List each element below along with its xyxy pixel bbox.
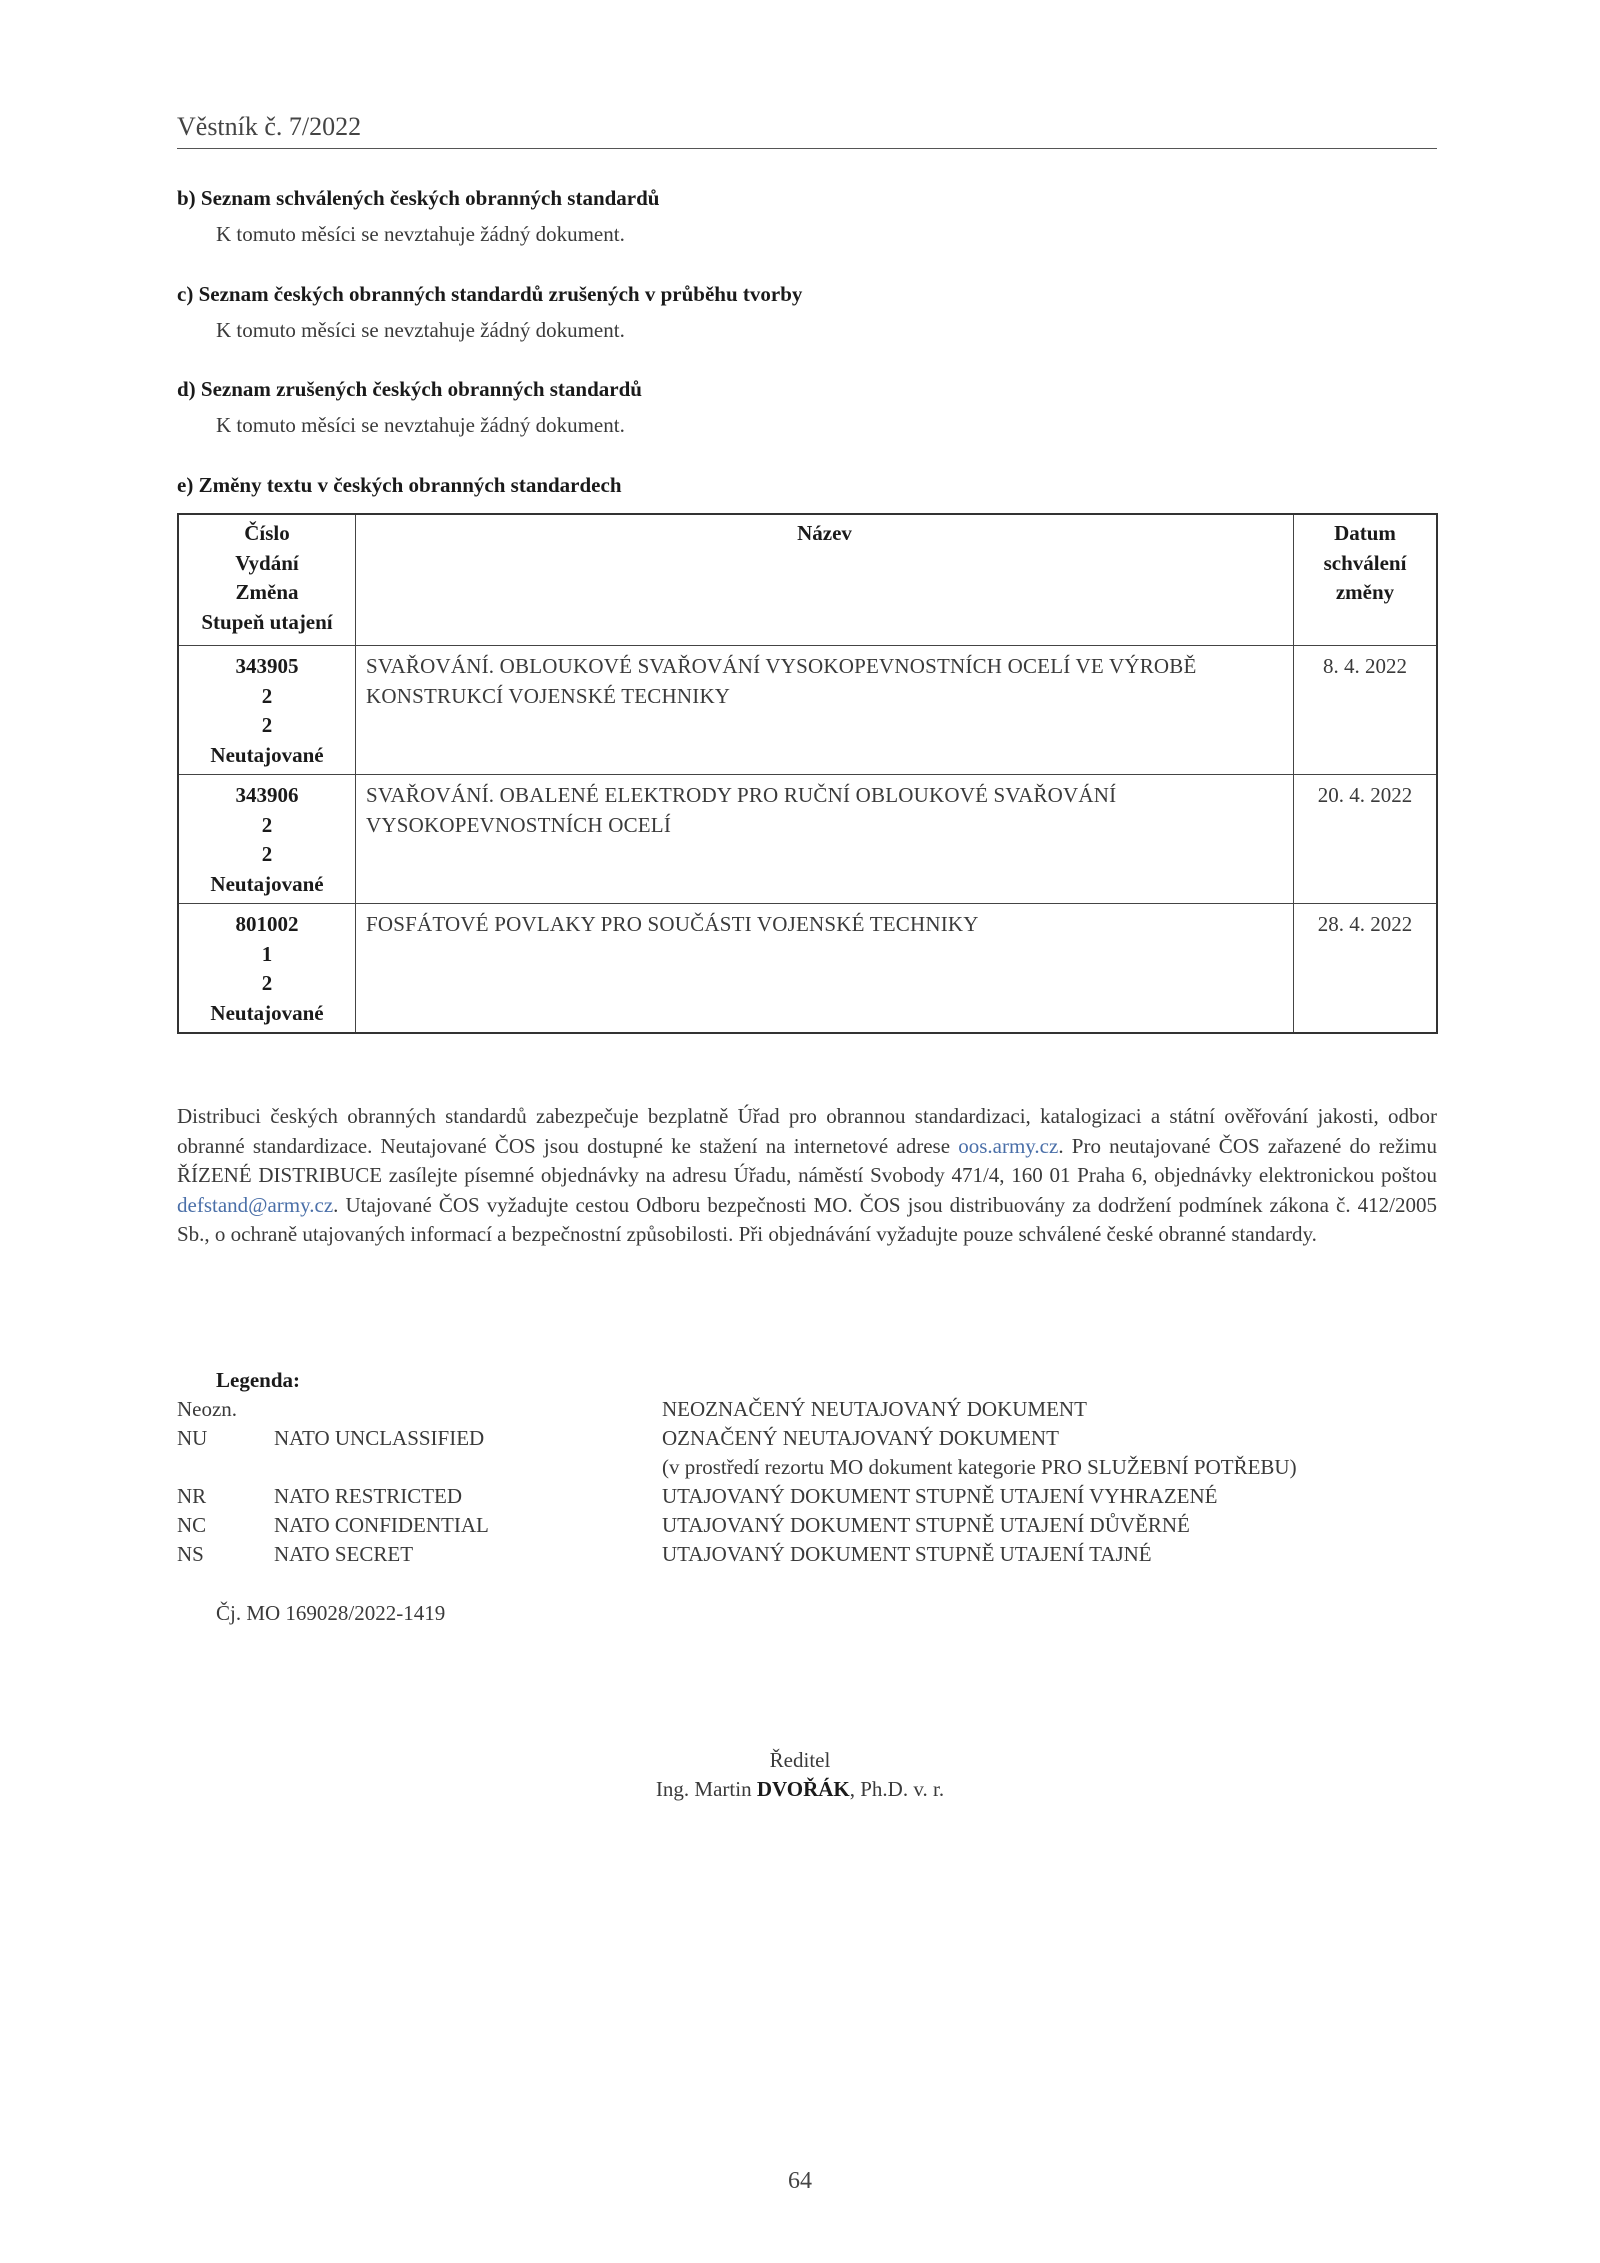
standard-edition: 1 <box>261 941 273 966</box>
page-header <box>177 110 1437 149</box>
standard-name: SVAŘOVÁNÍ. OBLOUKOVÉ SVAŘOVÁNÍ VYSOKOPEVNOSTNÍCH OCELÍ VE VÝROBĚ KONSTRUKCÍ VOJENSKÉ TECHNIKY <box>356 646 1294 775</box>
legend-row <box>177 1513 1437 1542</box>
page-number: 64 <box>788 2168 812 2194</box>
legend-desc: UTAJOVANÝ DOKUMENT STUPNĚ UTAJENÍ VYHRAZENÉ <box>662 1484 1218 1508</box>
header-date-line2: schválení <box>1323 550 1407 575</box>
standard-edition: 2 <box>261 812 273 837</box>
standard-number: 801002 <box>235 912 299 936</box>
section-e-heading: e) Změny textu v českých obranných standardech <box>177 473 622 497</box>
legend-desc: UTAJOVANÝ DOKUMENT STUPNĚ UTAJENÍ DŮVĚRNÉ <box>662 1513 1190 1537</box>
distribution-paragraph <box>177 1102 1437 1250</box>
signature-prefix: Ing. Martin <box>655 1777 757 1801</box>
approval-date: 20. 4. 2022 <box>1294 775 1438 904</box>
legend-row <box>177 1397 1437 1426</box>
section-b <box>177 184 1437 248</box>
legend-row <box>177 1484 1437 1513</box>
legend-code: NC <box>177 1513 207 1537</box>
defstand-email-link[interactable]: defstand@army.cz <box>177 1192 334 1217</box>
table-row <box>178 775 1437 904</box>
legend-desc: (v prostředí rezortu MO dokument kategorie PRO SLUŽEBNÍ POTŘEBU) <box>662 1455 1297 1479</box>
legend-code: NS <box>177 1542 204 1566</box>
standard-classification: Neutajované <box>210 742 324 767</box>
header-change: Změna <box>235 580 299 604</box>
legend-desc: OZNAČENÝ NEUTAJOVANÝ DOKUMENT <box>662 1426 1059 1450</box>
row-id-cell <box>178 775 356 904</box>
section-c-heading: c) Seznam českých obranných standardů zrušených v průběhu tvorby <box>177 282 803 306</box>
journal-title: Věstník č. 7/2022 <box>177 112 362 141</box>
legend-row <box>177 1455 1437 1484</box>
standards-changes-table <box>177 513 1438 1034</box>
signature-name <box>0 1777 1600 1802</box>
section-d-heading: d) Seznam zrušených českých obranných standardů <box>177 377 642 401</box>
approval-date: 8. 4. 2022 <box>1294 646 1438 775</box>
section-b-heading: b) Seznam schválených českých obranných standardů <box>177 186 660 210</box>
legend <box>177 1397 1437 1571</box>
header-classification: Stupeň utajení <box>201 609 333 634</box>
table-row <box>178 646 1437 775</box>
standard-change: 2 <box>261 842 273 866</box>
legend-nato: NATO RESTRICTED <box>274 1484 463 1508</box>
approval-date: 28. 4. 2022 <box>1294 904 1438 1034</box>
legend-nato: NATO SECRET <box>274 1542 414 1566</box>
table-row <box>178 904 1437 1034</box>
header-date-column <box>1294 514 1438 646</box>
legend-nato: NATO UNCLASSIFIED <box>274 1426 485 1450</box>
section-d-text: K tomuto měsíci se nevztahuje žádný dokument. <box>216 413 625 437</box>
standard-name: FOSFÁTOVÉ POVLAKY PRO SOUČÁSTI VOJENSKÉ TECHNIKY <box>356 904 1294 1034</box>
signature-surname: DVOŘÁK <box>756 1777 850 1801</box>
legend-title: Legenda: <box>216 1368 300 1392</box>
legend-row <box>177 1426 1437 1455</box>
legend-desc: NEOZNAČENÝ NEUTAJOVANÝ DOKUMENT <box>662 1397 1087 1421</box>
legend-desc: UTAJOVANÝ DOKUMENT STUPNĚ UTAJENÍ TAJNÉ <box>662 1542 1152 1566</box>
standard-name: SVAŘOVÁNÍ. OBALENÉ ELEKTRODY PRO RUČNÍ OBLOUKOVÉ SVAŘOVÁNÍ VYSOKOPEVNOSTNÍCH OCELÍ <box>356 775 1294 904</box>
header-number: Číslo <box>244 521 290 545</box>
distribution-text-2: . Pro neutajované ČOS zařazené do režimu ŘÍZENÉ DISTRIBUCE zasílejte písemné objednávky na adresu Úřadu, náměstí Svobody 471/4, 160 01 Praha 6, objednávky elektronickou poštou <box>177 1133 1437 1187</box>
standard-change: 2 <box>261 713 273 737</box>
standard-classification: Neutajované <box>210 1000 324 1025</box>
header-date-line1: Datum <box>1334 521 1396 545</box>
oos-army-link[interactable]: oos.army.cz <box>958 1133 1059 1158</box>
section-c <box>177 280 1437 344</box>
row-id-cell <box>178 646 356 775</box>
signature-role: Ředitel <box>769 1748 831 1772</box>
standard-change: 2 <box>261 971 273 995</box>
row-id-cell <box>178 904 356 1034</box>
distribution-text-1: Distribuci českých obranných standardů zabezpečuje bezplatně Úřad pro obrannou standardizaci, katalogizaci a státní ověřování jakosti, odbor obranné standardizace. Neutajované ČOS jsou dostupné ke stažení na internetové adrese <box>177 1104 1437 1158</box>
header-id-column <box>178 514 356 646</box>
legend-code: Neozn. <box>177 1397 238 1421</box>
distribution-text-3: . Utajované ČOS vyžadujte cestou Odboru bezpečnosti MO. ČOS jsou distribuovány za dodržení podmínek zákona č. 412/2005 Sb., o ochraně utajovaných informací a bezpečnostní způsobilosti. Při objednávání vyžadujte pouze schválené české obranné standardy. <box>177 1192 1437 1246</box>
header-name-column: Název <box>356 514 1294 646</box>
legend-code: NR <box>177 1484 207 1508</box>
legend-nato: NATO CONFIDENTIAL <box>274 1513 489 1537</box>
reference-number: Čj. MO 169028/2022-1419 <box>216 1601 446 1625</box>
header-date-line3: změny <box>1335 580 1395 604</box>
standard-number: 343906 <box>235 783 299 807</box>
section-b-text: K tomuto měsíci se nevztahuje žádný dokument. <box>216 222 625 246</box>
section-e <box>177 471 1437 499</box>
section-c-text: K tomuto měsíci se nevztahuje žádný dokument. <box>216 318 625 342</box>
section-d <box>177 375 1437 439</box>
standard-edition: 2 <box>261 683 273 708</box>
standard-classification: Neutajované <box>210 871 324 896</box>
standard-number: 343905 <box>235 654 299 678</box>
table-header-row <box>178 514 1437 646</box>
legend-code: NU <box>177 1426 208 1450</box>
header-edition: Vydání <box>235 550 299 575</box>
legend-row <box>177 1542 1437 1571</box>
signature-suffix: , Ph.D. v. r. <box>849 1777 945 1801</box>
